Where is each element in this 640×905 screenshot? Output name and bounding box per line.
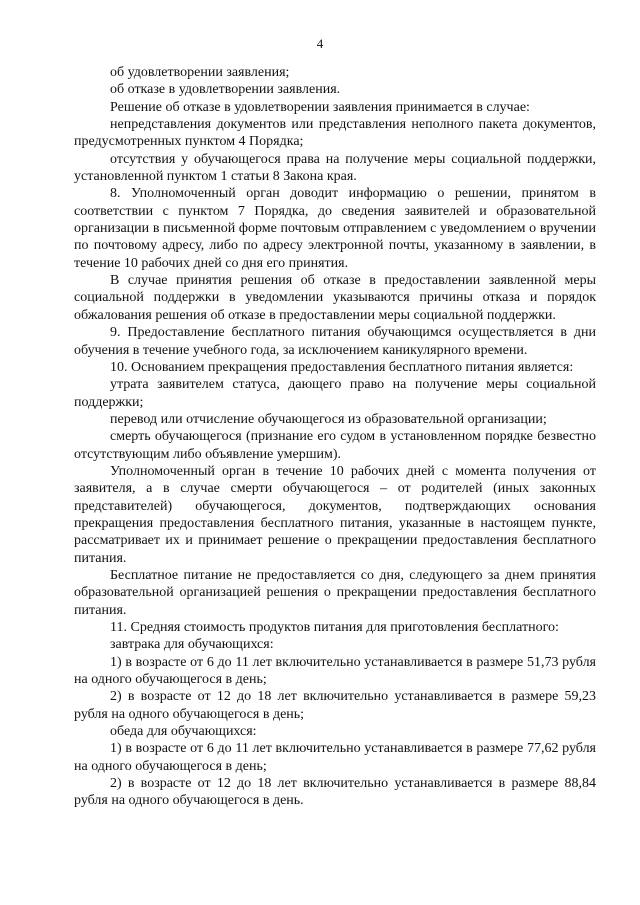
paragraph-14: Бесплатное питание не предоставляется со дня, следующего за днем принятия образовательной организацией решения о прекращении предоставления бесплатного питания. — [74, 567, 596, 618]
page-number: 4 — [316, 36, 324, 51]
paragraph-12: смерть обучающегося (признание его судом в установленном порядке безвестно отсутствующим либо объявление умершим). — [74, 429, 596, 462]
paragraph-8: 9. Предоставление бесплатного питания обучающимся осуществляется в дни обучения в течение учебного года, за исключением каникулярного времени. — [74, 325, 596, 358]
paragraph-20: 1) в возрасте от 6 до 11 лет включительно устанавливается в размере 77,62 рубля на одного обучающегося в день; — [74, 741, 596, 774]
paragraph-3: Решение об отказе в удовлетворении заявления принимается в случае: — [110, 99, 530, 115]
paragraph-13: Уполномоченный орган в течение 10 рабочих дней с момента получения от заявителя, а в случае смерти обучающегося – от родителей (иных законных представителей) обучающегося, документов, подтверждающих основания прекращения предоставления бесплатного питания, указанные в настоящем пункте, рассматривает их и принимает решение о прекращении предоставления бесплатного питания. — [74, 463, 596, 566]
paragraph-21: 2) в возрасте от 12 до 18 лет включительно устанавливается в размере 88,84 рубля на одного обучающегося в день. — [74, 776, 596, 809]
paragraph-16: завтрака для обучающихся: — [110, 637, 274, 653]
paragraph-17: 1) в возрасте от 6 до 11 лет включительно устанавливается в размере 51,73 рубля на одного обучающегося в день; — [74, 654, 596, 688]
paragraph-5: отсутствия у обучающегося права на получение меры социальной поддержки, установленной пунктом 1 статьи 8 Закона края. — [74, 151, 596, 185]
paragraph-9: 10. Основанием прекращения предоставления бесплатного питания является: — [110, 359, 574, 375]
document-body — [74, 64, 596, 810]
paragraph-1: об удовлетворении заявления; — [110, 65, 290, 80]
paragraph-18: 2) в возрасте от 12 до 18 лет включительно устанавливается в размере 59,23 рубля на одного обучающегося в день; — [74, 689, 596, 722]
paragraph-4: непредставления документов или представления неполного пакета документов, предусмотренных пунктом 4 Порядка; — [74, 117, 596, 150]
paragraph-11: перевод или отчисление обучающегося из образовательной организации; — [110, 411, 547, 427]
paragraph-6: 8. Уполномоченный орган доводит информацию о решении, принятом в соответствии с пунктом 7 Порядка, до сведения заявителей и образовательной организации в письменной форме почтовым отправлением с уведомлением о вручении по почтовому адресу, либо по адресу электронной почты, указанному в заявлении, в течение 10 рабочих дней со дня его принятия. — [74, 186, 596, 271]
paragraph-7: В случае принятия решения об отказе в предоставлении заявленной меры социальной поддержки в уведомлении указываются причины отказа и порядок обжалования решения об отказе в предоставлении меры социальной поддержки. — [74, 273, 596, 323]
paragraph-19: обеда для обучающихся: — [110, 724, 257, 740]
paragraph-10: утрата заявителем статуса, дающего право на получение меры социальной поддержки; — [74, 377, 596, 410]
paragraph-2: об отказе в удовлетворении заявления. — [110, 82, 341, 98]
paragraph-15: 11. Средняя стоимость продуктов питания для приготовления бесплатного: — [110, 620, 559, 635]
